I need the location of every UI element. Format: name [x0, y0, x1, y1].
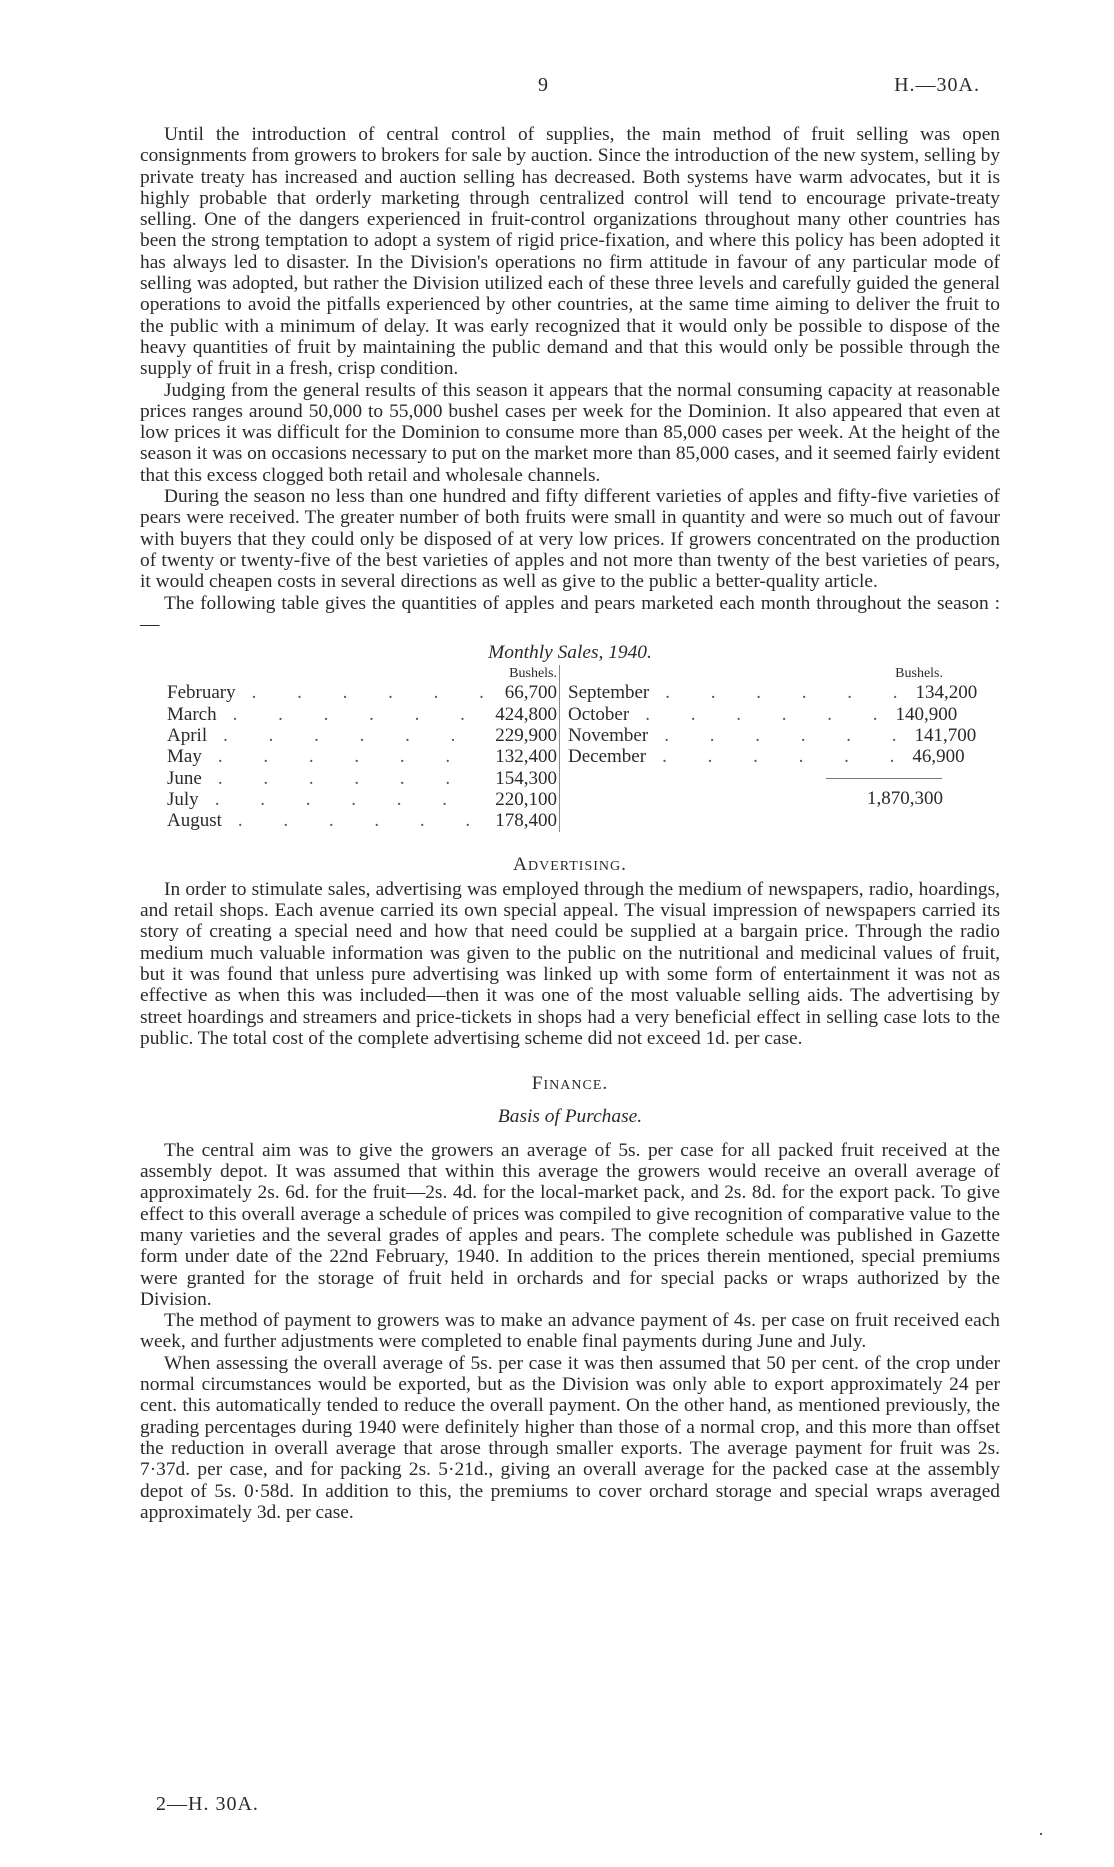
paragraph-payment-method: The method of payment to growers was to make an advance payment of 4s. per case on fruit received each week, and further adjustments were completed to enable final payments during June and July.: [140, 1310, 1000, 1353]
table-row: [568, 725, 977, 747]
paragraph-overall-average: When assessing the overall average of 5s. per case it was then assumed that 50 per cent. of the crop under normal circumstances would be exported, but as the Division was only able to export approximately 24 per cent. this automatically tended to reduce the overall payment. On the other hand, as mentioned previously, the grading percentages during 1940 were definitely higher than those of a normal crop, and this more than offset the reduction in overall average that arose through smaller exports. The average payment for fruit was 2s. 7·37d. per case, and for packing 2s. 5·21d., giving an overall average for the packed case at the assembly depot of 5s. 0·58d. In addition to this, the premiums to cover orchard storage and special wraps averaged approximately 3d. per case.: [140, 1352, 1000, 1523]
paragraph-consuming-capacity: Judging from the general results of this season it appears that the normal consuming capacity at reasonable prices ranges around 50,000 to 55,000 bushel cases per week for the Dominion. It also appeared that even at low prices it was difficult for the Dominion to consume more than 85,000 cases per week. At the height of the season it was on occasions necessary to put on the market more than 85,000 cases, and it seemed fairly evident that this excess clogged both retail and wholesale channels.: [140, 379, 1000, 486]
footer-code: 2—H. 30A.: [156, 1793, 259, 1815]
bushels-value: 46,900: [912, 746, 965, 768]
section-heading-finance: Finance.: [531, 1073, 609, 1095]
leader-dots: . . . . . .: [217, 746, 469, 768]
table-row: [568, 682, 978, 704]
month-label: June: [167, 767, 202, 789]
unit-label: Bushels.: [895, 666, 943, 682]
paragraph-table-intro: The following table gives the quantities of apples and pears marketed each month throughout the season :—: [140, 592, 1000, 635]
leader-dots: . . . . . .: [662, 746, 913, 768]
table-row: [167, 810, 559, 831]
month-label: February: [167, 682, 236, 704]
paragraph-advertising: In order to stimulate sales, advertising was employed through the medium of newspapers, radio, hoardings, and retail shops. Each avenue carried its own special appeal. The visual impression of newspapers carried its story of creating a special need and how that need could be supplied at a bargain price. Through the radio medium much valuable information was given to the public on the nutritional and medicinal values of fruit, but it was found that unless pure advertising was linked up with some form of entertainment it was not as effective as when this was included—then it was one of the most valuable selling aids. The advertising by street hoardings and streamers and price-tickets in shops had a very beneficial effect in selling case lots to the public. The total cost of the complete advertising scheme did not exceed 1d. per case.: [140, 878, 1000, 1049]
month-label: July: [167, 788, 199, 810]
table-caption: Monthly Sales, 1940.: [488, 642, 652, 664]
paragraph-selling-methods: Until the introduction of central control of supplies, the main method of fruit selling was open consignments from growers to brokers for sale by auction. Since the introduction of the new system, selling by private treaty has increased and auction selling has decreased. Both systems have warm advocates, but it is highly probable that orderly marketing through centralized control will tend to encourage private-treaty selling. One of the dangers experienced in fruit-control organizations throughout many other countries has been the strong temptation to adopt a system of rigid price-fixation, and where this policy has been adopted it has always led to disaster. In the Division's operations no firm attitude in favour of any particular mode of selling was adopted, but rather the Division utilized each of these three levels and carefully guided the general operations to avoid the pitfalls experienced by other countries, at the same time aiming to deliver the fruit to the public with a minimum of delay. It was early recognized that it would only be possible to dispose of the heavy quantities of fruit by maintaining the public demand and that this would only be possible through the supply of fruit in a fresh, crisp condition.: [140, 124, 1001, 380]
leader-dots: . . . . . .: [251, 682, 502, 704]
bushels-value: 134,200: [915, 682, 978, 704]
bushels-value: 140,900: [895, 703, 958, 725]
body-text: [140, 124, 1000, 1523]
leader-dots: . . . . . .: [217, 767, 469, 789]
sales-column-right: [560, 665, 978, 831]
subheading-basis-of-purchase: Basis of Purchase.: [497, 1106, 643, 1128]
month-label: September: [568, 682, 650, 704]
bushels-value: 154,300: [495, 767, 557, 789]
bushels-value: 66,700: [504, 682, 557, 704]
bushels-value: 141,700: [914, 725, 977, 747]
month-label: May: [167, 746, 202, 768]
unit-label: Bushels.: [509, 666, 557, 682]
table-row: [167, 725, 559, 746]
leader-dots: . . . . . .: [664, 725, 915, 747]
table-row: [167, 789, 559, 810]
leader-dots: . . . . . .: [645, 703, 896, 725]
bushels-value: 132,400: [495, 746, 557, 768]
table-row: [167, 768, 559, 789]
print-speck: [1040, 1833, 1042, 1835]
document-reference: H.—30A.: [894, 74, 980, 96]
leader-dots: . . . . . .: [665, 682, 916, 704]
table-row: [167, 746, 559, 767]
monthly-sales-table: [167, 665, 978, 832]
section-heading-advertising: Advertising.: [512, 853, 627, 875]
month-label: October: [568, 703, 630, 725]
month-label: August: [167, 810, 222, 832]
month-label: March: [167, 703, 217, 725]
leader-dots: . . . . . .: [214, 788, 465, 810]
sales-column-left: [167, 665, 560, 831]
table-row: [568, 703, 958, 725]
leader-dots: . . . . . .: [237, 810, 489, 832]
page-header: [0, 74, 1114, 98]
table-row: [568, 746, 965, 768]
month-label: December: [568, 746, 647, 768]
paragraph-central-aim: The central aim was to give the growers an average of 5s. per case for all packed fruit received at the assembly depot. It was assumed that within this average the growers would receive an overall average of approximately 2s. 6d. for the fruit—2s. 4d. for the local-market pack, and 2s. 8d. for the export pack. To give effect to this overall average a schedule of prices was compiled to give recognition of comparative value to the many varieties and the several grades of apples and pears. The complete schedule was published in Gazette form under date of the 22nd February, 1940. In addition to the prices therein mentioned, special premiums were granted for the storage of fruit held in orchards and for special packs or wraps authorized by the Division.: [140, 1139, 1000, 1310]
page-number: 9: [538, 74, 548, 96]
bushels-value: 424,800: [495, 703, 557, 725]
table-row: [167, 682, 559, 703]
bushels-value: 178,400: [495, 810, 557, 832]
sales-total: 1,870,300: [867, 787, 943, 809]
month-label: November: [568, 725, 649, 747]
month-label: April: [167, 725, 208, 747]
paragraph-varieties: During the season no less than one hundred and fifty different varieties of apples and fifty-five varieties of pears were received. The greater number of both fruits were small in quantity and were so much out of favour with buyers that they could only be disposed of at very low prices. If growers concentrated on the production of twenty or twenty-five of the best varieties of apples and not more than twenty of the best varieties of pears, it would cheapen costs in several directions as well as give to the public a better-quality article.: [140, 486, 1000, 593]
leader-dots: . . . . . .: [232, 703, 483, 725]
bushels-value: 229,900: [495, 725, 557, 747]
bushels-value: 220,100: [495, 788, 557, 810]
leader-dots: . . . . . .: [223, 725, 474, 747]
table-row: [167, 704, 559, 725]
total-rule: [826, 778, 942, 779]
